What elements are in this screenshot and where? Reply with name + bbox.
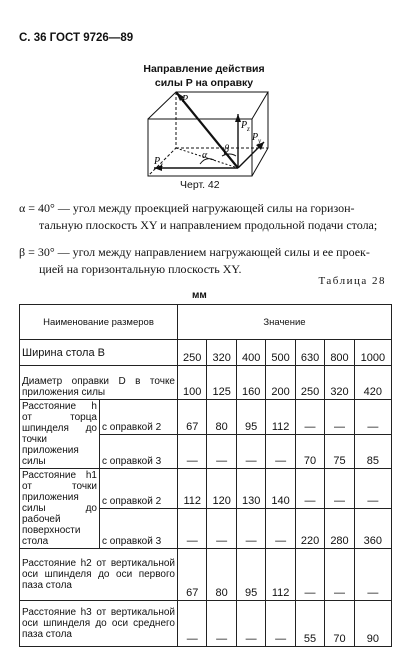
table-cell: 320 [207, 340, 236, 366]
table-cell: 400 [236, 340, 265, 366]
table-cell: 160 [236, 366, 265, 400]
table-cell: — [178, 601, 207, 647]
table-cell: 125 [207, 366, 236, 400]
table-cell: 75 [325, 434, 354, 469]
table-row [20, 549, 392, 601]
label-pz: P [241, 120, 248, 131]
table-cell: — [236, 601, 265, 647]
table-cell: — [354, 400, 391, 435]
paragraph-alpha-rest: тальную плоскость XY и направлением продольной подачи стола; [39, 217, 378, 232]
row-label: Расстояние h2 от вертикальной оси шпинделя до оси первого паза стола [20, 549, 178, 601]
box-top-face [148, 92, 268, 119]
row-label: Расстояние h1 от точки приложения силы до рабочей поверхности стола [20, 469, 100, 549]
column-header-name: Наименование размеров [20, 305, 178, 340]
paragraph-alpha [19, 200, 391, 233]
label-alpha: α [202, 150, 208, 161]
table-row [20, 400, 392, 435]
table-cell: — [325, 549, 354, 601]
table-cell: 200 [266, 366, 295, 400]
figure-title-line-2: силы P на оправку [154, 77, 254, 89]
table-cell: — [354, 549, 391, 601]
table-cell: — [207, 601, 236, 647]
table-cell: 67 [178, 400, 207, 435]
label-px: P [154, 156, 161, 167]
table-cell: 90 [354, 601, 391, 647]
table-cell: 250 [295, 366, 324, 400]
label-beta: β [224, 144, 229, 155]
table-cell: — [266, 434, 295, 469]
paragraph-alpha-line-1: α = 40° — угол между проекцией нагружающей силы на горизон- [19, 201, 355, 215]
table-cell: 220 [295, 509, 324, 549]
table-cell: 140 [266, 469, 295, 509]
table-header-row [20, 305, 392, 340]
table-cell: — [178, 434, 207, 469]
table-cell: — [207, 434, 236, 469]
sub-row-label: с оправкой 3 [100, 434, 178, 469]
table-cell: 112 [266, 549, 295, 601]
table-cell: 280 [325, 509, 354, 549]
table-cell: — [236, 434, 265, 469]
page-header: С. 36 ГОСТ 9726—89 [19, 32, 134, 44]
table-cell: 320 [325, 366, 354, 400]
table-cell: — [178, 509, 207, 549]
table-cell: — [207, 509, 236, 549]
table-cell: 250 [178, 340, 207, 366]
table-cell: 80 [207, 549, 236, 601]
table-cell: — [295, 400, 324, 435]
paragraph-beta-rest: цией на горизонтальную плоскость XY. [39, 261, 242, 276]
sub-row-label: с оправкой 3 [100, 509, 178, 549]
table-cell: 1000 [354, 340, 391, 366]
table-cell: 100 [178, 366, 207, 400]
row-label: Расстояние h3 от вертикальной оси шпинделя до оси среднего паза стола [20, 601, 178, 647]
column-header-value: Значение [178, 305, 392, 340]
table-cell: 70 [325, 601, 354, 647]
table-cell: 630 [295, 340, 324, 366]
table-cell: 67 [178, 549, 207, 601]
sub-row-label: с оправкой 2 [100, 400, 178, 435]
force-direction-diagram [140, 84, 270, 179]
label-py-subscript: y [258, 137, 262, 145]
row-label: Ширина стола B [20, 340, 178, 366]
table-cell: 800 [325, 340, 354, 366]
table-cell: 420 [354, 366, 391, 400]
table-cell: 70 [295, 434, 324, 469]
table-cell: — [354, 469, 391, 509]
table-caption: Таблица 28 [318, 275, 386, 287]
table-cell: 112 [178, 469, 207, 509]
table-cell: 80 [207, 400, 236, 435]
label-py: P [252, 132, 259, 143]
paragraph-beta-line-1: β = 30° — угол между направлением нагружающей силы и ее проек- [19, 245, 370, 259]
table-cell: — [325, 400, 354, 435]
table-cell: 85 [354, 434, 391, 469]
table-cell: 95 [236, 400, 265, 435]
table-cell: 500 [266, 340, 295, 366]
label-px-subscript: x [160, 161, 164, 169]
table-cell: — [295, 469, 324, 509]
table-cell: 360 [354, 509, 391, 549]
row-label: Расстояние h от торца шпинделя до точки приложения силы [20, 400, 100, 469]
table-cell: 130 [236, 469, 265, 509]
table-cell: — [295, 549, 324, 601]
paragraph-beta [19, 244, 391, 277]
table-cell: 95 [236, 549, 265, 601]
table-cell: 55 [295, 601, 324, 647]
table-cell: 120 [207, 469, 236, 509]
row-label: Диаметр оправки D в точке приложения силы [20, 366, 178, 400]
table-cell: 112 [266, 400, 295, 435]
table-cell: — [266, 601, 295, 647]
table-row [20, 340, 392, 366]
figure-title-line-1: Направление действия [143, 63, 265, 75]
dimensions-table [19, 304, 392, 647]
table-row [20, 366, 392, 400]
label-pz-subscript: z [247, 125, 250, 133]
table-row [20, 601, 392, 647]
label-p: P [182, 94, 189, 105]
table-cell: — [236, 509, 265, 549]
table-cell: — [266, 509, 295, 549]
table-row [20, 469, 392, 509]
figure-caption: Черт. 42 [180, 179, 220, 191]
table-cell: — [325, 469, 354, 509]
table-unit: мм [192, 290, 207, 301]
sub-row-label: с оправкой 2 [100, 469, 178, 509]
